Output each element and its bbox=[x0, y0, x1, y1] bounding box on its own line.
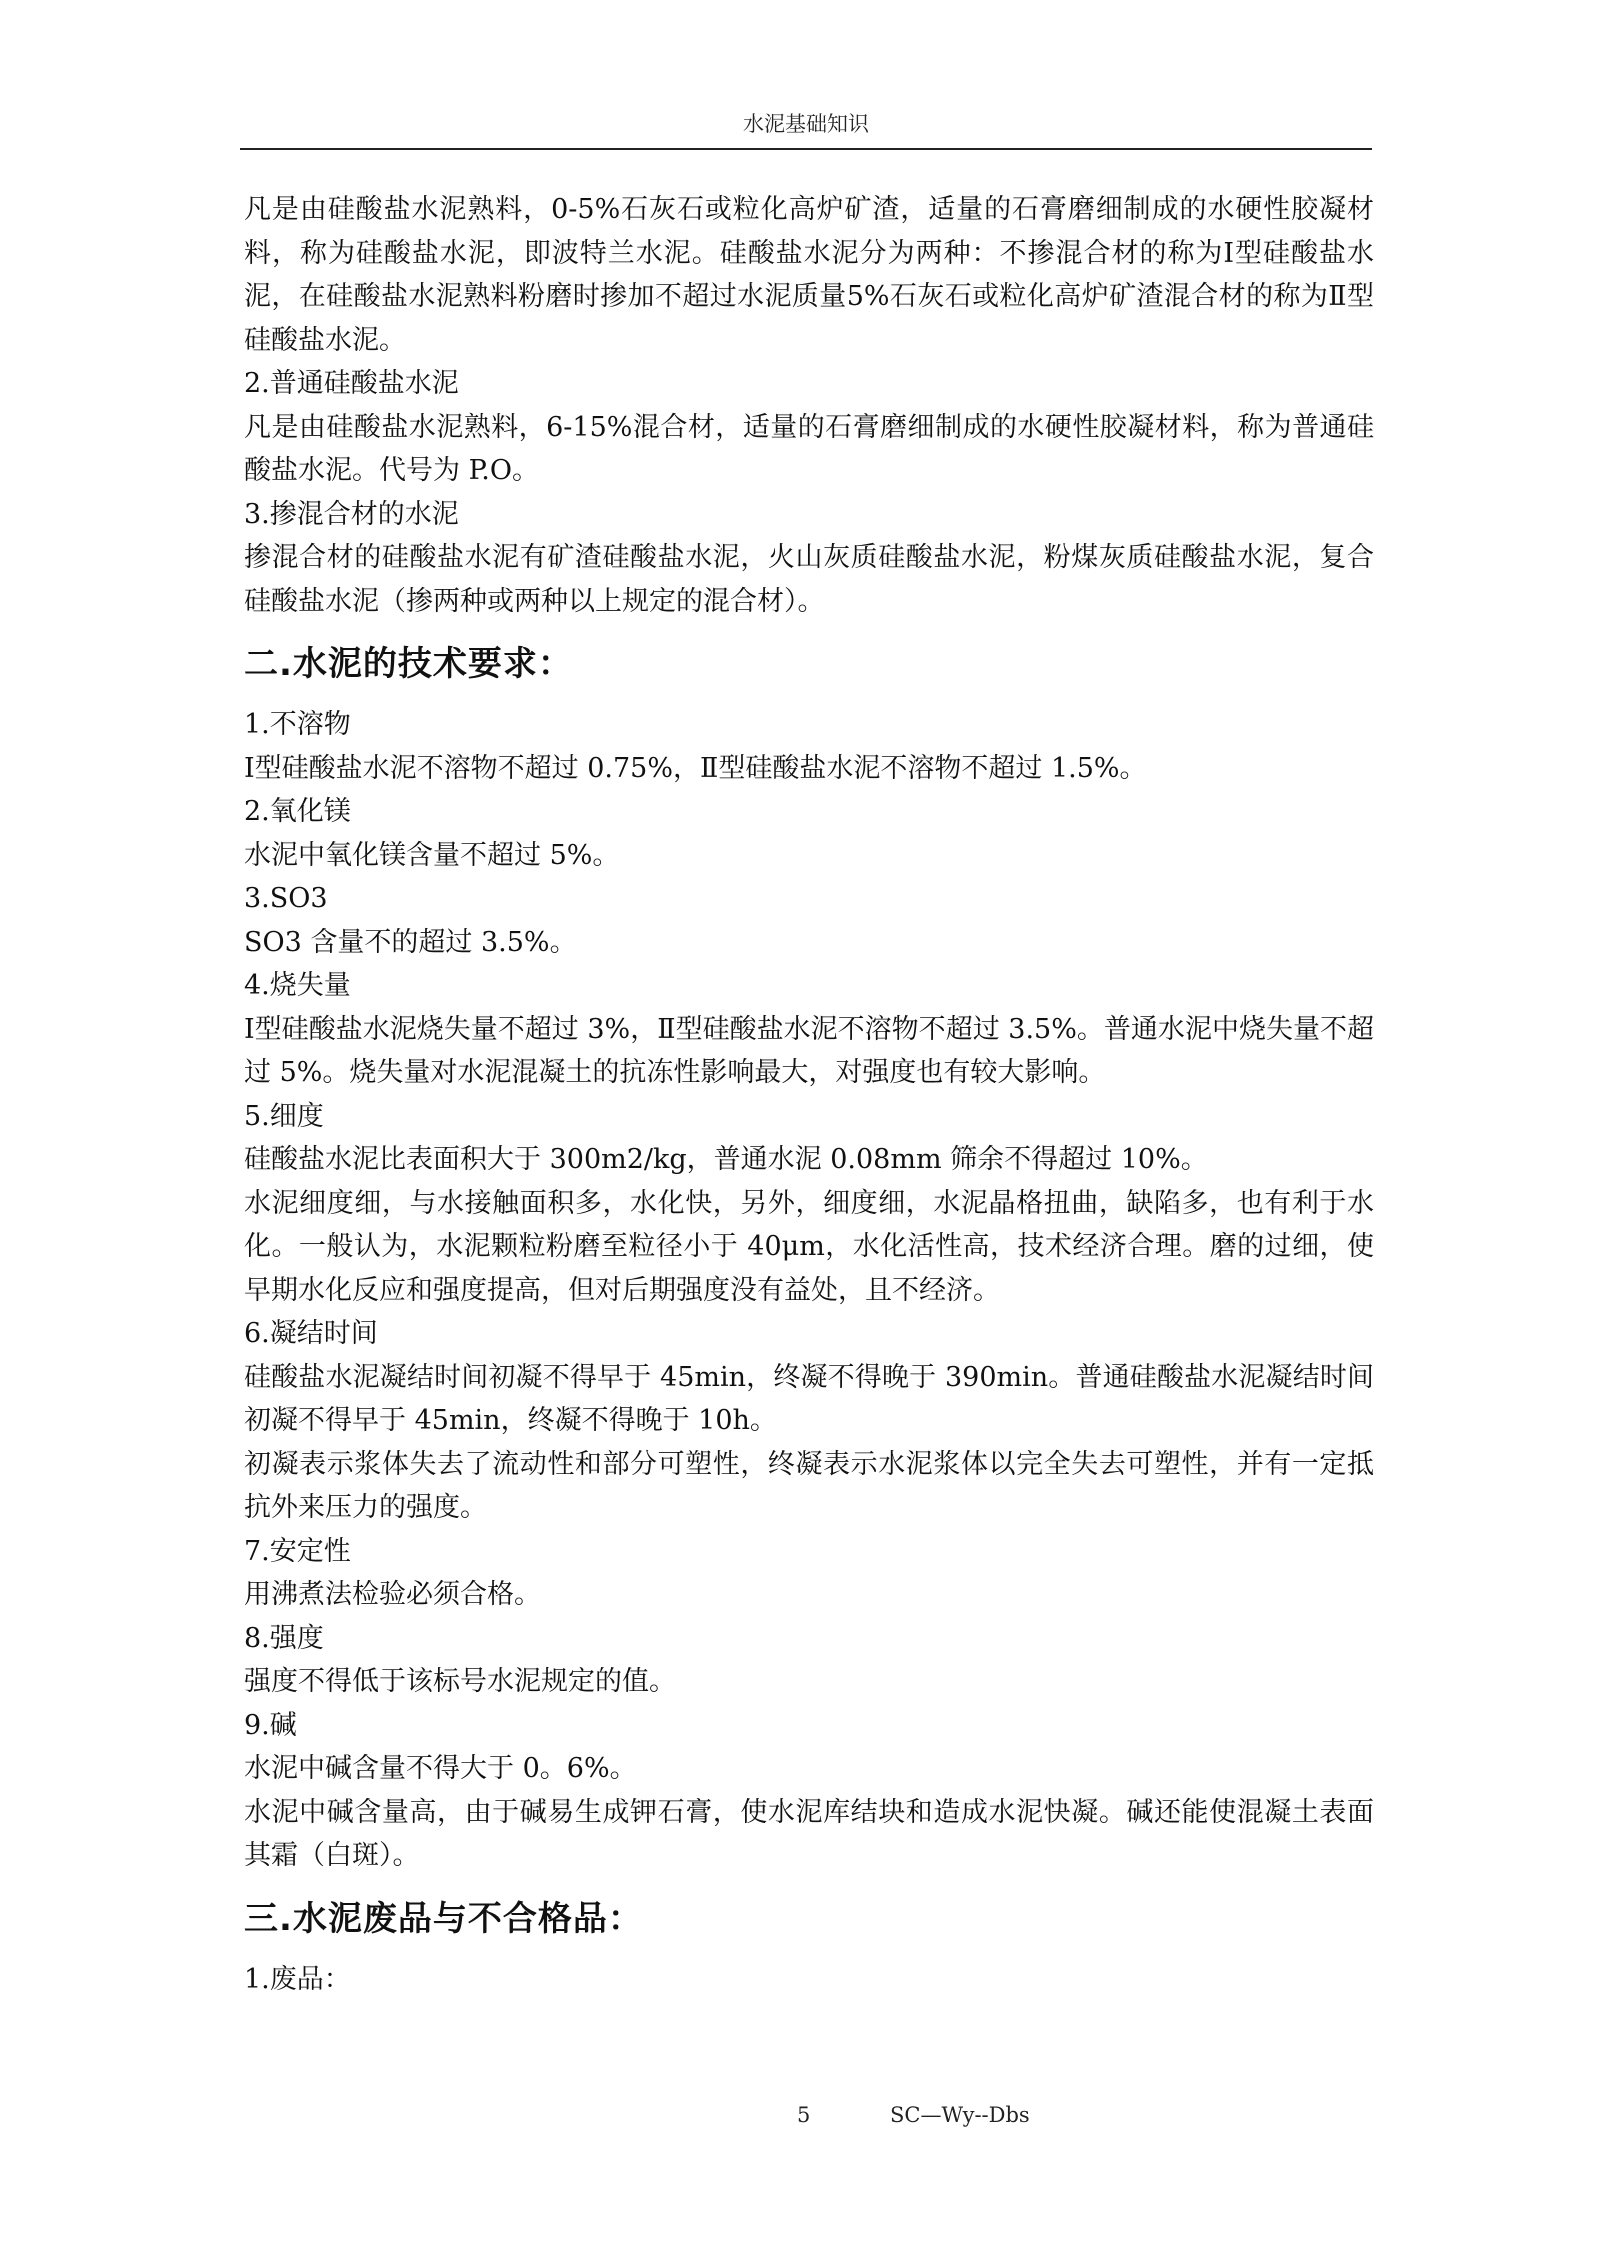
paragraph: 水泥细度细，与水接触面积多，水化快，另外，细度细，水泥晶格扭曲，缺陷多，也有利于水化。一般认为，水泥颗粒粉磨至粒径小于 40μm，水化活性高，技术经济合理。磨的过细，使早期水化反应和强度提高，但对后期强度没有益处，且不经济。 bbox=[244, 1187, 1374, 1306]
paragraph: 掺混合材的硅酸盐水泥有矿渣硅酸盐水泥，火山灰质硅酸盐水泥，粉煤灰质硅酸盐水泥，复合硅酸盐水泥（掺两种或两种以上规定的混合材）。 bbox=[244, 542, 1374, 617]
subsection-heading: 1.废品： bbox=[244, 1963, 351, 1995]
subsection-heading: 3.SO3 bbox=[244, 883, 328, 914]
section-heading: 二.水泥的技术要求： bbox=[244, 644, 573, 684]
subsection-heading: 1.不溶物 bbox=[244, 709, 351, 740]
subsection-heading: 5.细度 bbox=[244, 1100, 324, 1132]
paragraph: 用沸煮法检验必须合格。 bbox=[244, 1579, 541, 1610]
paragraph: 水泥中氧化镁含量不超过 5%。 bbox=[244, 839, 620, 871]
subsection-heading: 7.安定性 bbox=[244, 1535, 351, 1567]
paragraph: 凡是由硅酸盐水泥熟料，6-15%混合材，适量的石膏磨细制成的水硬性胶凝材料，称为普通硅酸盐水泥。代号为 P.O。 bbox=[244, 411, 1374, 486]
paragraph: 水泥中碱含量高，由于碱易生成钾石膏，使水泥库结块和造成水泥快凝。碱还能使混凝土表面其霜（白斑）。 bbox=[244, 1796, 1374, 1871]
subsection-heading: 6.凝结时间 bbox=[244, 1318, 378, 1349]
subsection-heading: 4.烧失量 bbox=[244, 970, 351, 1001]
paragraph: 水泥中碱含量不得大于 0。6%。 bbox=[244, 1753, 637, 1784]
document-code: SC—Wy--Dbs bbox=[890, 2103, 1030, 2127]
paragraph: 硅酸盐水泥凝结时间初凝不得早于 45min，终凝不得晚于 390min。普通硅酸盐水泥凝结时间初凝不得早于 45min，终凝不得晚于 10h。 bbox=[244, 1361, 1374, 1436]
section-heading: 三.水泥废品与不合格品： bbox=[244, 1898, 643, 1939]
subsection-heading: 3.掺混合材的水泥 bbox=[244, 498, 459, 530]
page-header-title: 水泥基础知识 bbox=[743, 112, 869, 136]
page-number: 5 bbox=[797, 2103, 811, 2127]
document-body bbox=[244, 188, 1374, 2001]
subsection-heading: 9.碱 bbox=[244, 1709, 297, 1741]
header-rule bbox=[240, 148, 1372, 150]
page-footer bbox=[0, 2100, 1598, 2132]
paragraph: Ⅰ型硅酸盐水泥烧失量不超过 3%，Ⅱ型硅酸盐水泥不溶物不超过 3.5%。普通水泥中烧失量不超过 5%。烧失量对水泥混凝土的抗冻性影响最大，对强度也有较大影响。 bbox=[244, 1013, 1374, 1088]
paragraph: 硅酸盐水泥比表面积大于 300m2/kg，普通水泥 0.08mm 筛余不得超过 10%。 bbox=[244, 1144, 1208, 1175]
paragraph: 强度不得低于该标号水泥规定的值。 bbox=[244, 1666, 676, 1697]
paragraph: 初凝表示浆体失去了流动性和部分可塑性，终凝表示水泥浆体以完全失去可塑性，并有一定抵抗外来压力的强度。 bbox=[244, 1448, 1374, 1523]
paragraph: 凡是由硅酸盐水泥熟料，0-5%石灰石或粒化高炉矿渣，适量的石膏磨细制成的水硬性胶凝材料，称为硅酸盐水泥，即波特兰水泥。硅酸盐水泥分为两种：不掺混合材的称为Ⅰ型硅酸盐水泥，在硅酸盐水泥熟料粉磨时掺加不超过水泥质量5%石灰石或粒化高炉矿渣混合材的称为Ⅱ型硅酸盐水泥。 bbox=[244, 194, 1374, 356]
paragraph: Ⅰ型硅酸盐水泥不溶物不超过 0.75%，Ⅱ型硅酸盐水泥不溶物不超过 1.5%。 bbox=[244, 752, 1147, 784]
subsection-heading: 2.普通硅酸盐水泥 bbox=[244, 368, 459, 399]
subsection-heading: 8.强度 bbox=[244, 1622, 324, 1654]
paragraph: SO3 含量不的超过 3.5%。 bbox=[244, 926, 577, 958]
subsection-heading: 2.氧化镁 bbox=[244, 796, 351, 827]
